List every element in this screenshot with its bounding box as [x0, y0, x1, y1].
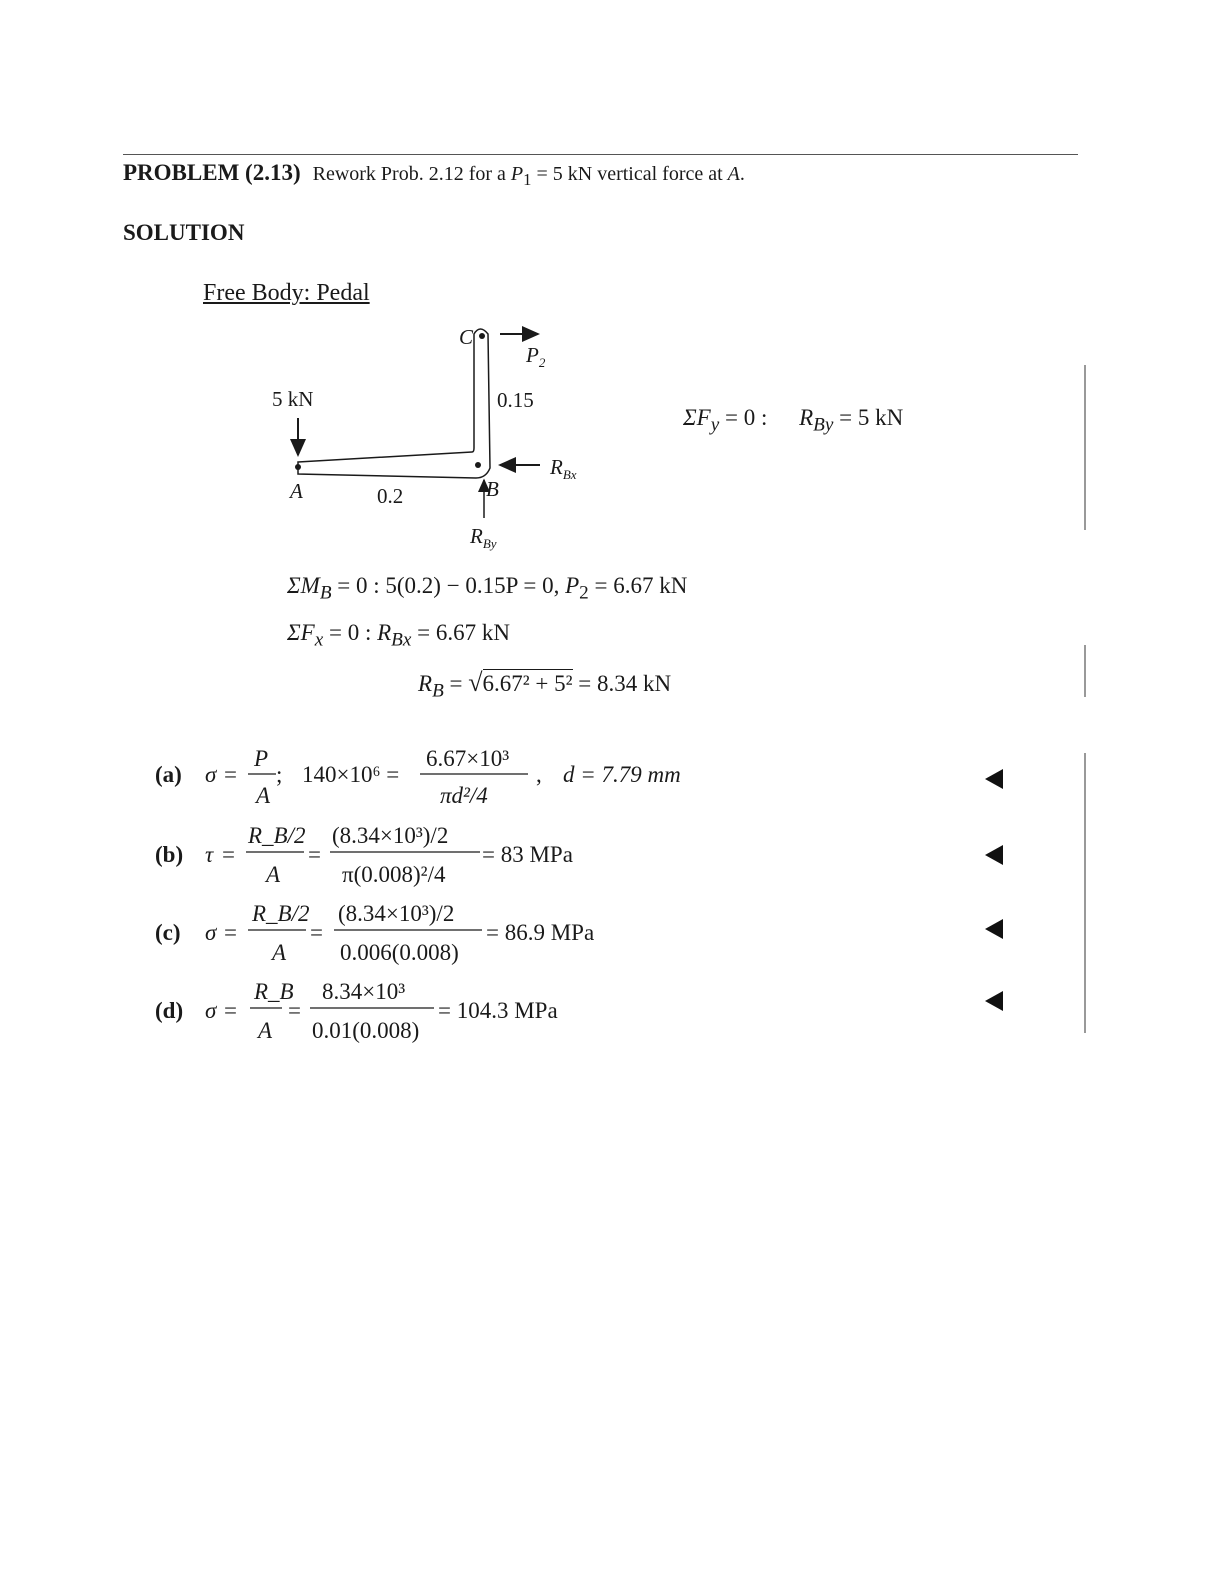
svg-text:0.01(0.008): 0.01(0.008)	[312, 1018, 420, 1043]
force-rbx-label: $R_{Bx}$	[550, 455, 577, 482]
svg-text:;: ;	[276, 762, 283, 787]
svg-text:(8.34×10³)/2: (8.34×10³)/2	[332, 823, 449, 848]
svg-text:πd²/4: πd²/4	[440, 783, 488, 808]
svg-text:= 104.3 MPa: = 104.3 MPa	[438, 998, 558, 1023]
svg-text:6.67×10³: 6.67×10³	[426, 746, 510, 771]
svg-text:(8.34×10³)/2: (8.34×10³)/2	[338, 901, 455, 926]
svg-text:=: =	[308, 842, 321, 867]
svg-text:σ: σ	[205, 920, 217, 945]
svg-text:R_B/2: R_B/2	[252, 901, 310, 926]
svg-text:= 83 MPa: = 83 MPa	[482, 842, 573, 867]
svg-text:=: =	[224, 762, 237, 787]
load-label: 5 kN	[272, 387, 314, 411]
svg-text:=: =	[224, 920, 237, 945]
svg-text:A: A	[266, 862, 281, 887]
label-b: B	[486, 477, 499, 501]
answer-marker-icon	[985, 769, 1003, 789]
svg-text:σ: σ	[205, 762, 217, 787]
problem-label: PROBLEM (2.13)	[123, 160, 301, 185]
sum-fy-equation: $\Sigma F_y = 0$ : $R_{By} = 5$ kN	[683, 405, 904, 436]
svg-text:σ: σ	[205, 998, 217, 1023]
answer-marker-icon	[985, 919, 1003, 939]
svg-text:P: P	[254, 746, 269, 771]
svg-text:π(0.008)²/4: π(0.008)²/4	[342, 862, 446, 887]
svg-text:140×10⁶ =: 140×10⁶ =	[302, 762, 400, 787]
force-rby-label: $R_{By}$	[470, 524, 497, 551]
svg-text:8.34×10³: 8.34×10³	[322, 979, 406, 1004]
label-a: A	[290, 479, 303, 503]
part-d	[155, 979, 558, 1043]
sum-fx-equation: $\Sigma F_x = 0$ : $R_{Bx} = 6.67$ kN	[287, 620, 510, 651]
problem-text: Rework Prob. 2.12 for a $P_1 = 5$ kN vertical force at A.	[312, 163, 745, 189]
svg-text:=: =	[288, 998, 301, 1023]
svg-text:A: A	[256, 783, 271, 808]
svg-text:=: =	[224, 998, 237, 1023]
svg-text:R_B/2: R_B/2	[248, 823, 306, 848]
svg-text:τ: τ	[205, 842, 214, 867]
answer-marker-icon	[985, 845, 1003, 865]
vertical-length-label: 0.15	[497, 388, 534, 412]
svg-text:(b): (b)	[155, 842, 184, 867]
svg-text:(c): (c)	[155, 920, 181, 945]
horizontal-length-label: 0.2	[377, 484, 404, 508]
svg-text:R_B: R_B	[254, 979, 294, 1004]
solution-heading: SOLUTION	[123, 220, 245, 245]
rb-equation: $R_B = √6.67^2 + 5^2 = 8.34$ kN	[418, 668, 672, 702]
svg-text:0.006(0.008): 0.006(0.008)	[340, 940, 459, 965]
svg-text:(a): (a)	[155, 762, 182, 787]
svg-text:A: A	[272, 940, 287, 965]
part-a	[155, 746, 681, 808]
svg-text:= 86.9 MPa: = 86.9 MPa	[486, 920, 595, 945]
svg-text:,: ,	[536, 762, 542, 787]
sum-mb-equation: $\Sigma M_B = 0$ : 5(0.2) − 0.15P = 0, $P_2 = 6.67$ kN	[287, 573, 688, 604]
answer-marker-icon	[985, 991, 1003, 1011]
svg-text:(d): (d)	[155, 998, 184, 1023]
force-p2-label: $P_2$	[526, 343, 546, 370]
free-body-title: Free Body: Pedal	[203, 280, 370, 306]
svg-text:A: A	[258, 1018, 273, 1043]
svg-text:=: =	[310, 920, 323, 945]
part-c	[155, 901, 594, 965]
part-b	[155, 823, 573, 887]
svg-text:=: =	[222, 842, 235, 867]
label-c: C	[459, 325, 474, 349]
svg-text:d = 7.79 mm: d = 7.79 mm	[563, 762, 681, 787]
